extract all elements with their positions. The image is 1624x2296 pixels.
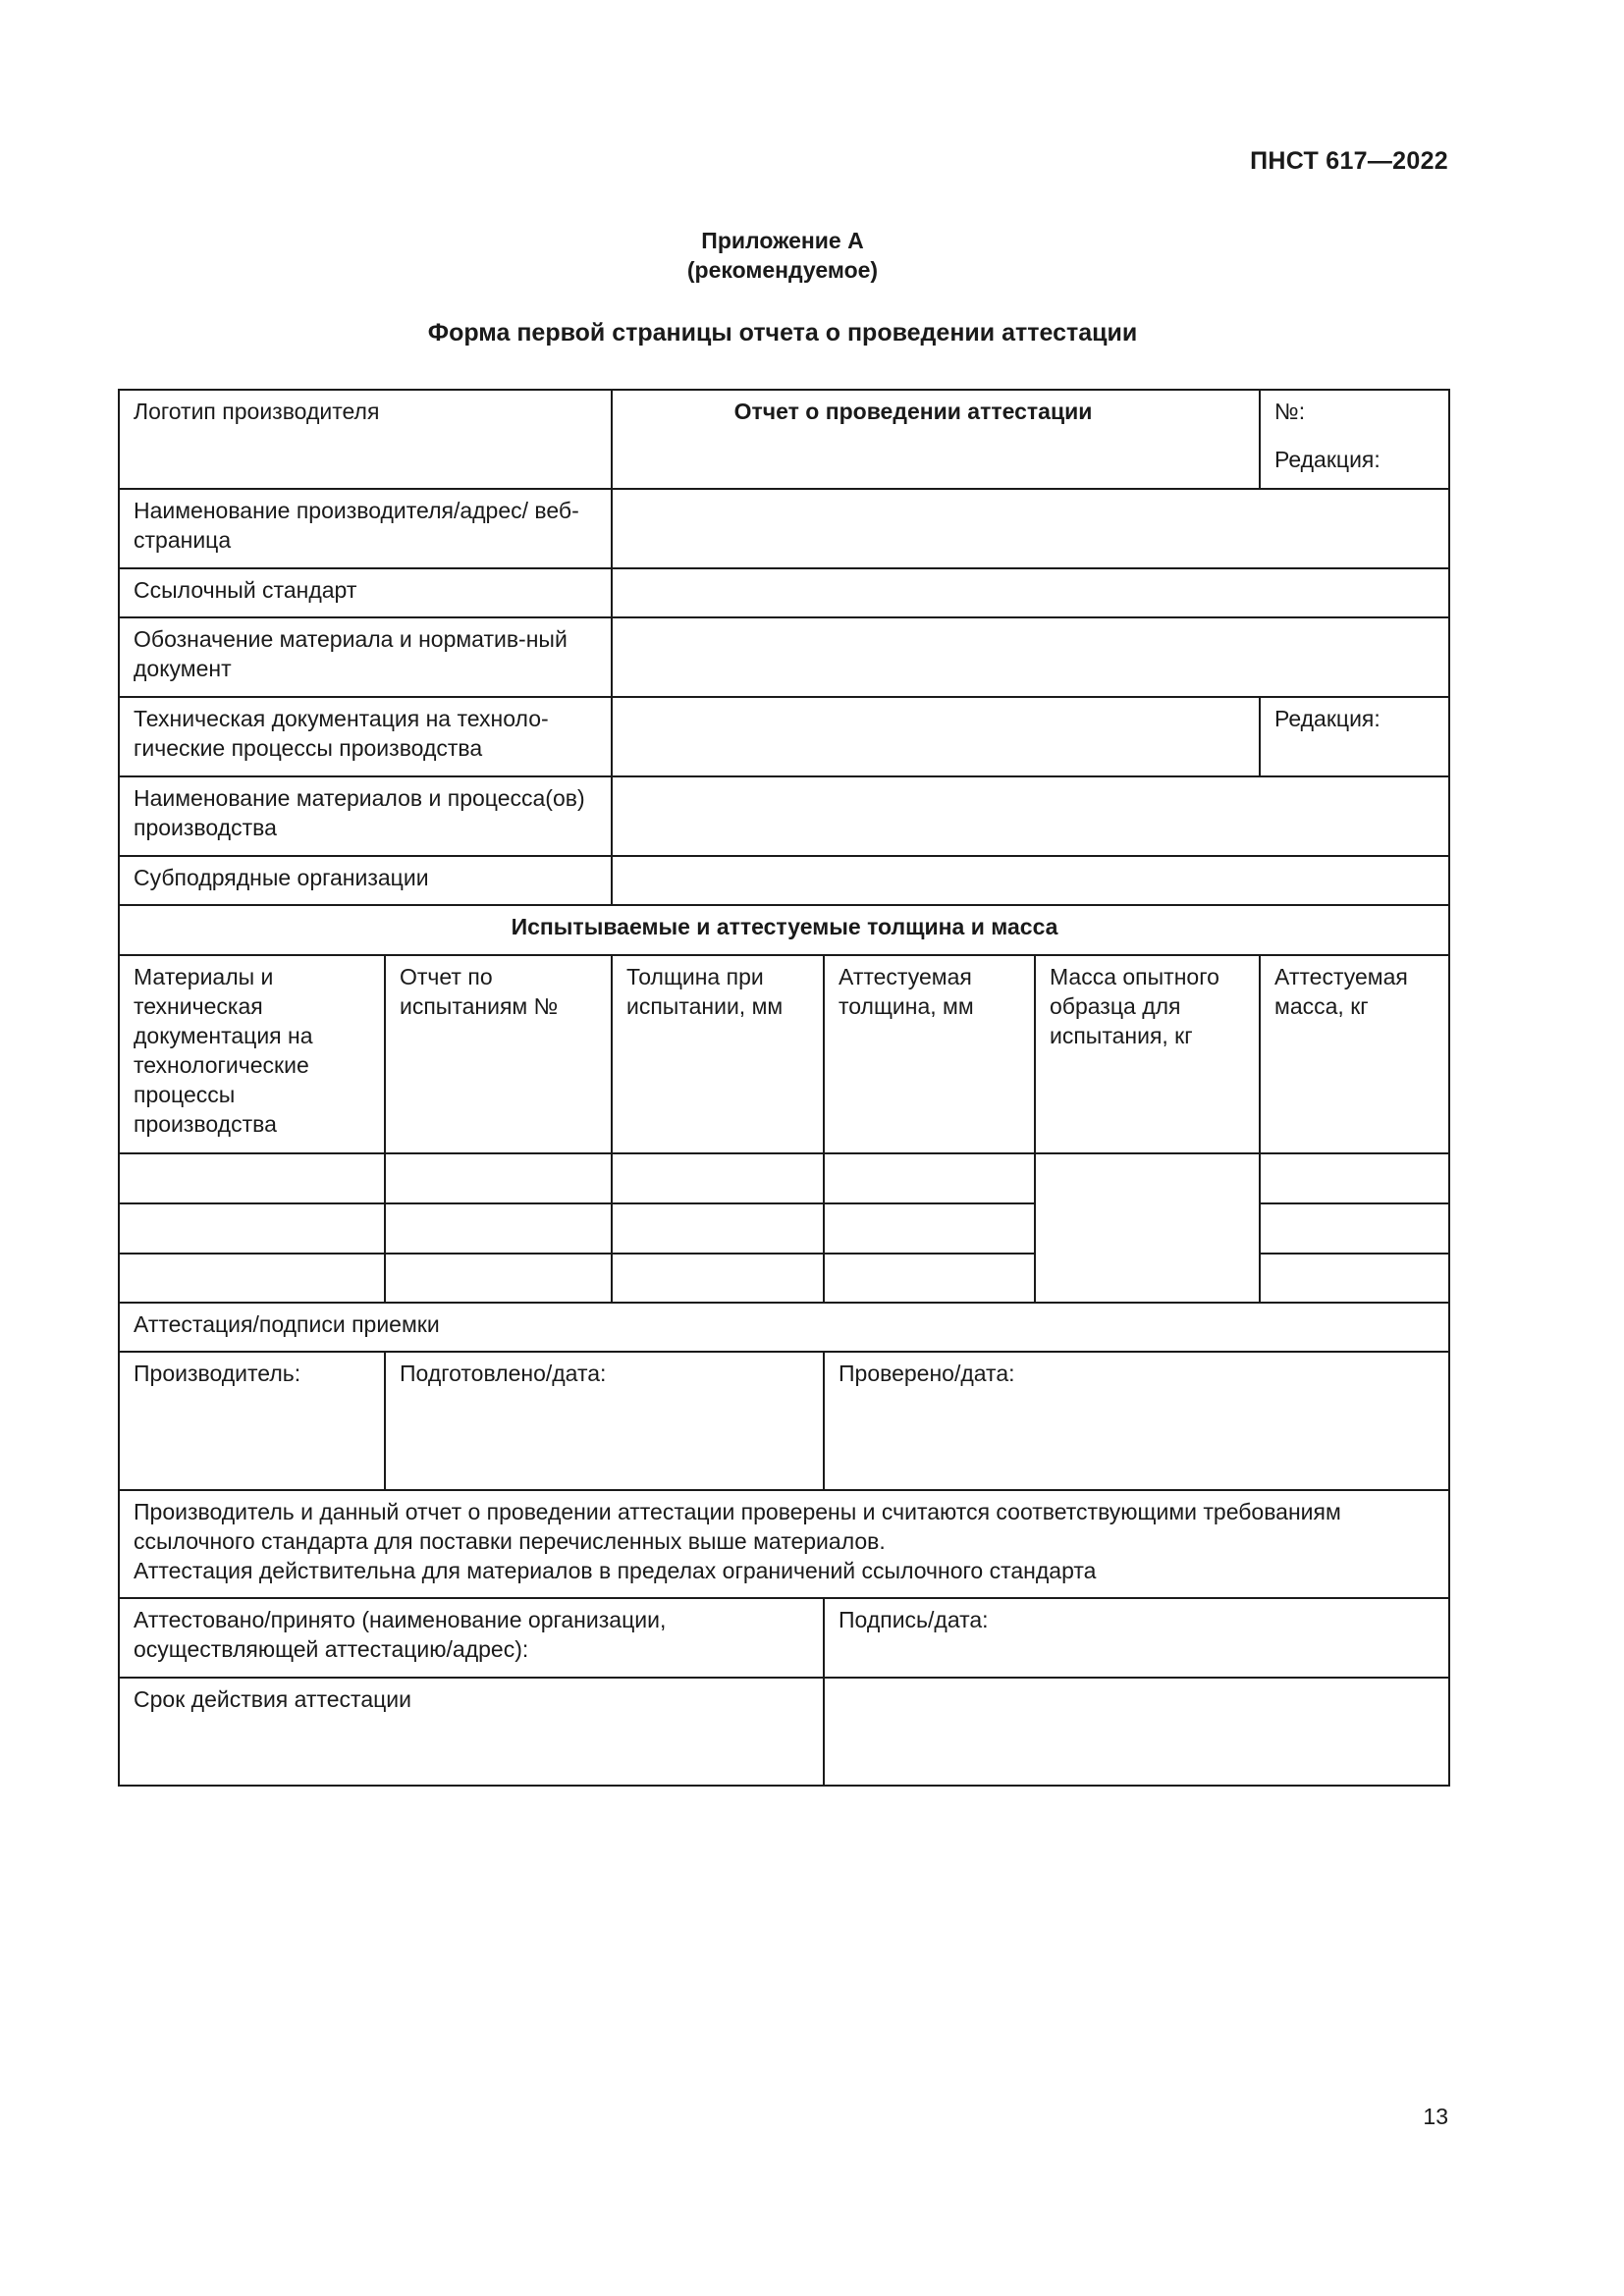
data-cell[interactable] xyxy=(612,1153,824,1203)
signature-date-cell[interactable]: Подпись/дата: xyxy=(824,1598,1449,1678)
data-cell[interactable] xyxy=(119,1254,385,1303)
validity-label: Срок действия аттестации xyxy=(119,1678,824,1786)
table-row xyxy=(119,1352,1449,1490)
material-designation-label: Обозначение материала и норматив-ный документ xyxy=(119,617,612,697)
manufacturer-label: Наименование производителя/адрес/ веб-страница xyxy=(119,489,612,568)
number-revision-cell xyxy=(1260,390,1449,489)
document-code: ПНСТ 617—2022 xyxy=(1250,147,1448,175)
tech-revision-label: Редакция: xyxy=(1260,697,1449,776)
table-row xyxy=(119,1153,1449,1203)
report-form-table xyxy=(118,389,1450,1787)
column-header: Материалы и техническая документация на технологические процессы производства xyxy=(119,955,385,1153)
section-title: Испытываемые и аттестуемые толщина и масса xyxy=(119,905,1449,955)
column-header: Масса опытного образца для испытания, кг xyxy=(1035,955,1260,1153)
data-cell[interactable] xyxy=(385,1254,612,1303)
data-cell[interactable] xyxy=(119,1203,385,1254)
statement-cell xyxy=(119,1490,1449,1598)
data-cell[interactable] xyxy=(1260,1254,1449,1303)
table-row xyxy=(119,1678,1449,1786)
table-row xyxy=(119,856,1449,905)
data-cell[interactable] xyxy=(385,1203,612,1254)
reference-standard-label: Ссылочный стандарт xyxy=(119,568,612,617)
table-row xyxy=(119,568,1449,617)
data-cell[interactable] xyxy=(824,1153,1035,1203)
report-title-cell: Отчет о проведении аттестации xyxy=(612,390,1260,489)
table-row xyxy=(119,1598,1449,1678)
logo-cell: Логотип производителя xyxy=(119,390,612,489)
table-row xyxy=(119,489,1449,568)
tech-documentation-value[interactable] xyxy=(612,697,1260,776)
appendix-title: Приложение А xyxy=(701,228,864,253)
column-header: Аттестуемая масса, кг xyxy=(1260,955,1449,1153)
validity-value[interactable] xyxy=(824,1678,1449,1786)
subcontractors-value[interactable] xyxy=(612,856,1449,905)
signatures-header: Аттестация/подписи приемки xyxy=(119,1303,1449,1352)
data-cell[interactable] xyxy=(119,1153,385,1203)
table-row xyxy=(119,905,1449,955)
column-header: Отчет по испытаниям № xyxy=(385,955,612,1153)
table-row xyxy=(119,697,1449,776)
materials-processes-value[interactable] xyxy=(612,776,1449,856)
appendix-heading xyxy=(0,226,1565,285)
data-cell[interactable] xyxy=(612,1254,824,1303)
prepared-cell[interactable]: Подготовлено/дата: xyxy=(385,1352,824,1490)
reference-standard-value[interactable] xyxy=(612,568,1449,617)
data-cell[interactable] xyxy=(1260,1203,1449,1254)
statement-line: Производитель и данный отчет о проведении аттестации проверены и считаются соответствующими требованиям ссылочного стандарта для поставки перечисленных выше материалов. xyxy=(134,1499,1341,1554)
column-header: Аттестуемая толщина, мм xyxy=(824,955,1035,1153)
table-row xyxy=(119,955,1449,1153)
tech-documentation-label: Техническая документация на техноло-гические процессы производства xyxy=(119,697,612,776)
table-row xyxy=(119,776,1449,856)
manufacturer-value[interactable] xyxy=(612,489,1449,568)
data-cell[interactable] xyxy=(612,1203,824,1254)
table-row xyxy=(119,390,1449,489)
number-label: №: xyxy=(1274,399,1306,424)
table-row xyxy=(119,617,1449,697)
column-header: Толщина при испытании, мм xyxy=(612,955,824,1153)
form-title: Форма первой страницы отчета о проведении аттестации xyxy=(427,319,1138,347)
data-cell[interactable] xyxy=(824,1203,1035,1254)
materials-processes-label: Наименование материалов и процесса(ов) производства xyxy=(119,776,612,856)
page-number: 13 xyxy=(1423,2104,1448,2129)
revision-label: Редакция: xyxy=(1274,447,1380,472)
subcontractors-label: Субподрядные организации xyxy=(119,856,612,905)
certified-by-cell[interactable]: Аттестовано/принято (наименование организации, осуществляющей аттестацию/адрес): xyxy=(119,1598,824,1678)
statement-line: Аттестация действительна для материалов в пределах ограничений ссылочного стандарта xyxy=(134,1558,1097,1583)
appendix-subtitle: (рекомендуемое) xyxy=(686,257,879,283)
table-row xyxy=(119,1490,1449,1598)
data-cell[interactable] xyxy=(385,1153,612,1203)
checked-cell[interactable]: Проверено/дата: xyxy=(824,1352,1449,1490)
material-designation-value[interactable] xyxy=(612,617,1449,697)
table-row xyxy=(119,1303,1449,1352)
data-cell[interactable] xyxy=(1260,1153,1449,1203)
data-cell[interactable] xyxy=(824,1254,1035,1303)
sample-mass-cell[interactable] xyxy=(1035,1153,1260,1303)
manufacturer-sign-cell[interactable]: Производитель: xyxy=(119,1352,385,1490)
